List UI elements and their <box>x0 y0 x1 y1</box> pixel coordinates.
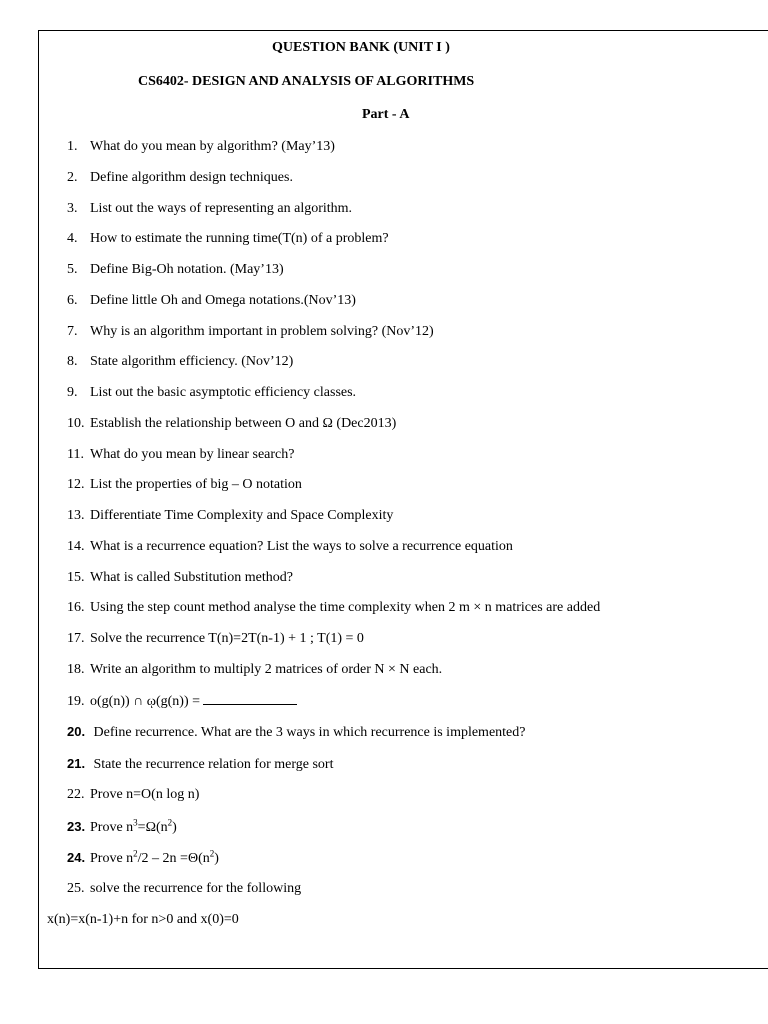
question-text: Solve the recurrence T(n)=2T(n-1) + 1 ; T(1) = 0 <box>90 631 364 646</box>
question-text: Define recurrence. What are the 3 ways in which recurrence is implemented? <box>90 725 526 740</box>
answer-blank <box>203 692 297 705</box>
question-text-b: /2 – 2n =Θ(n <box>137 851 210 866</box>
question-item <box>67 323 434 341</box>
question-item <box>67 569 293 587</box>
question-text: What is called Substitution method? <box>90 570 293 585</box>
question-text: Establish the relationship between O and Ω (Dec2013) <box>90 416 397 431</box>
question-item <box>67 849 219 868</box>
question-item <box>67 880 301 898</box>
question-item <box>67 384 356 402</box>
question-number: 12. <box>67 477 85 492</box>
question-number: 9. <box>67 385 78 400</box>
question-text: What do you mean by algorithm? (May’13) <box>90 139 335 154</box>
question-text: State algorithm efficiency. (Nov’12) <box>90 354 294 369</box>
question-text: Write an algorithm to multiply 2 matrices of order N × N each. <box>90 662 443 677</box>
question-number: 4. <box>67 231 78 246</box>
question-number: 16. <box>67 600 85 615</box>
question-number: 7. <box>67 324 78 339</box>
question-text: List out the ways of representing an algorithm. <box>90 201 353 216</box>
question-item <box>67 292 356 310</box>
question-text: List the properties of big – O notation <box>90 477 302 492</box>
part-heading: Part - A <box>362 107 410 122</box>
question-text: List out the basic asymptotic efficiency classes. <box>90 385 357 400</box>
question-number: 2. <box>67 170 78 185</box>
question-text-a: Prove n <box>90 851 134 866</box>
question-number: 25. <box>67 881 85 896</box>
question-number: 23. <box>67 819 86 834</box>
question-text: o(g(n)) ∩ ῳ(g(n)) = <box>90 694 201 709</box>
question-text-a: Prove n <box>90 820 134 835</box>
question-number: 17. <box>67 631 85 646</box>
superscript: 2 <box>209 848 215 859</box>
document-title: QUESTION BANK (UNIT I ) <box>272 40 450 55</box>
question-item <box>67 230 389 248</box>
question-text: Define Big-Oh notation. (May’13) <box>90 262 284 277</box>
question-text: What is a recurrence equation? List the ways to solve a recurrence equation <box>90 539 513 554</box>
question-number: 5. <box>67 262 78 277</box>
question-number: 1. <box>67 139 78 154</box>
question-text: Differentiate Time Complexity and Space Complexity <box>90 508 394 523</box>
question-number: 22. <box>67 787 85 802</box>
question-item <box>67 755 333 774</box>
question-item <box>67 507 393 525</box>
question-number: 8. <box>67 354 78 369</box>
question-item <box>67 538 513 556</box>
question-text: Why is an algorithm important in problem solving? (Nov’12) <box>90 324 434 339</box>
question-number: 18. <box>67 662 85 677</box>
superscript: 2 <box>133 848 138 859</box>
question-number: 10. <box>67 416 85 431</box>
question-item <box>67 353 293 371</box>
question-text: solve the recurrence for the following <box>90 881 302 896</box>
question-item <box>67 630 364 648</box>
question-number: 20. <box>67 724 86 739</box>
question-item <box>67 169 293 187</box>
question-text: How to estimate the running time(T(n) of a problem? <box>90 231 389 246</box>
question-number: 24. <box>67 850 86 865</box>
question-item <box>67 599 600 617</box>
question-number: 3. <box>67 201 78 216</box>
question-text-b: =Ω(n <box>137 820 168 835</box>
question-item <box>67 261 284 279</box>
question-item <box>67 661 442 679</box>
question-item <box>67 723 525 742</box>
question-number: 13. <box>67 508 85 523</box>
question-number: 21. <box>67 756 86 771</box>
question-number: 14. <box>67 539 85 554</box>
question-number: 19. <box>67 694 85 709</box>
question-text: State the recurrence relation for merge sort <box>90 757 334 772</box>
question-text: What do you mean by linear search? <box>90 447 295 462</box>
question-item <box>67 200 352 218</box>
question-item <box>67 476 302 494</box>
recurrence-equation: x(n)=x(n-1)+n for n>0 and x(0)=0 <box>47 912 239 927</box>
question-number: 11. <box>67 447 84 462</box>
course-title: CS6402- DESIGN AND ANALYSIS OF ALGORITHMS <box>138 74 475 89</box>
question-item <box>67 818 177 837</box>
question-text: Prove n=O(n log n) <box>90 787 200 802</box>
question-text: Define algorithm design techniques. <box>90 170 293 185</box>
question-text: Define little Oh and Omega notations.(Nov’13) <box>90 293 356 308</box>
superscript: 3 <box>133 817 138 828</box>
question-item <box>67 415 396 433</box>
question-text-c: ) <box>172 820 177 835</box>
question-item <box>67 138 335 156</box>
question-item <box>67 446 294 464</box>
question-text: Using the step count method analyse the time complexity when 2 m × n matrices are added <box>90 600 601 615</box>
question-number: 15. <box>67 570 85 585</box>
question-text-c: ) <box>214 851 219 866</box>
superscript: 2 <box>167 817 173 828</box>
question-number: 6. <box>67 293 78 308</box>
question-item <box>67 786 199 804</box>
question-item <box>67 692 297 711</box>
